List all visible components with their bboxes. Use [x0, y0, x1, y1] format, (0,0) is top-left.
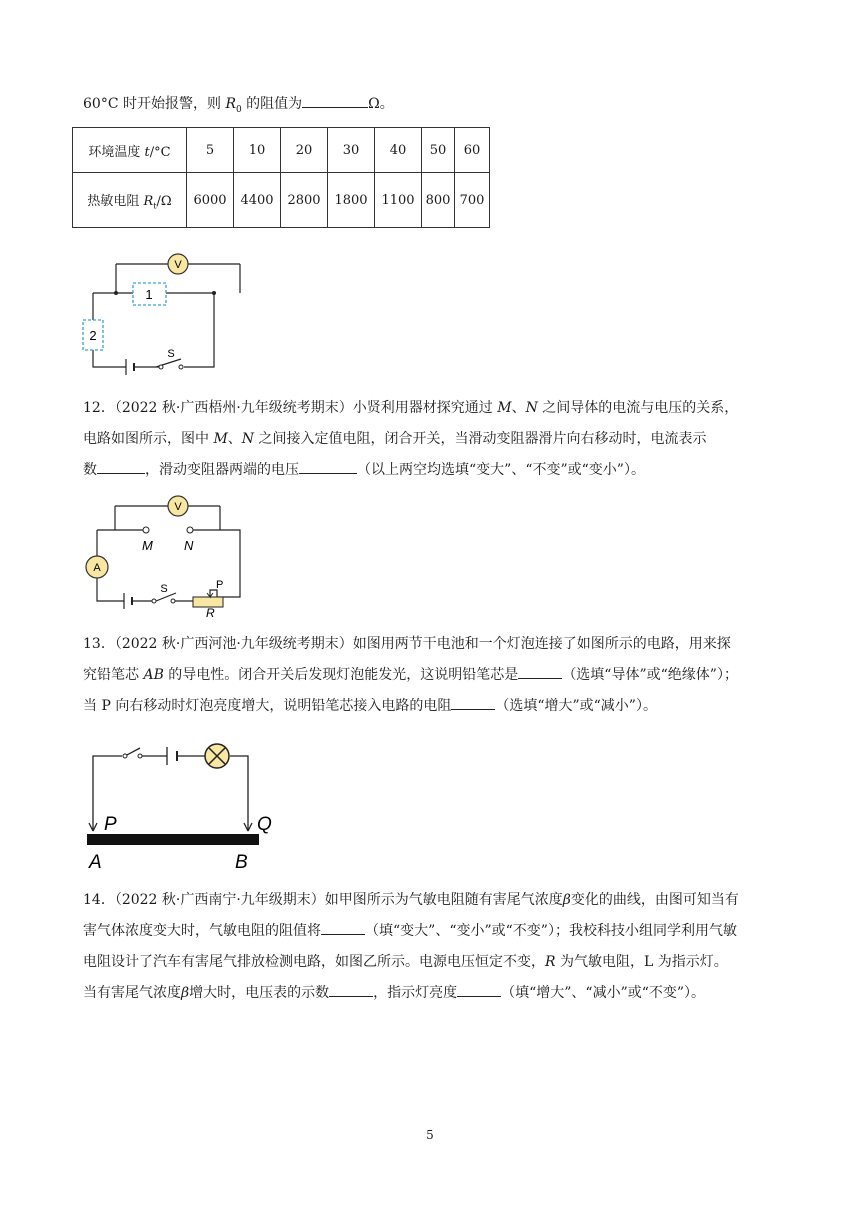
table-cell: 40 — [375, 128, 422, 173]
lamp-icon — [205, 744, 229, 768]
answer-blank[interactable] — [451, 695, 495, 710]
question-13-line-1: 13．（2022 秋·广西河池·九年级统考期末）如图用两节干电池和一个灯泡连接了如图所示的电路，用来探 — [83, 636, 731, 652]
voltmeter-label: V — [174, 501, 182, 513]
table-cell: 10 — [234, 128, 281, 173]
table-cell: 30 — [328, 128, 375, 173]
ammeter-label: A — [93, 562, 101, 574]
table-header-temp: 环境温度 t/°C — [73, 128, 187, 173]
question-14-line-4: 当有害尾气浓度β增大时，电压表的示数 ，指示灯亮度 （填“增大”、“减小”或“不变”）。 — [83, 978, 783, 1009]
switch-label: S — [167, 348, 175, 360]
voltmeter-label: V — [174, 259, 182, 271]
table-cell: 1100 — [375, 173, 422, 228]
slider-p-label: P — [104, 814, 117, 835]
answer-blank[interactable] — [321, 920, 365, 935]
terminal-n-label: N — [184, 538, 194, 553]
table-cell: 60 — [455, 128, 490, 173]
table-cell: 50 — [422, 128, 455, 173]
switch-label: S — [160, 583, 168, 595]
table-cell: 5 — [187, 128, 234, 173]
end-b-label: B — [235, 852, 248, 873]
temperature-resistance-table — [72, 127, 490, 228]
q11-line: 60°C 时开始报警，则 $R_0$ 的阻值为 Ω。 — [83, 89, 783, 126]
box-2-label: 2 — [89, 328, 97, 343]
answer-blank[interactable] — [299, 459, 357, 474]
table-row — [73, 173, 490, 228]
slider-q-label: Q — [257, 814, 272, 835]
answer-blank[interactable] — [97, 459, 145, 474]
answer-blank[interactable] — [302, 93, 368, 108]
table-cell: 700 — [455, 173, 490, 228]
answer-blank[interactable] — [329, 982, 373, 997]
answer-blank[interactable] — [457, 982, 501, 997]
table-header-resistance: 热敏电阻 $R_t/\Omega$ — [73, 173, 187, 228]
table-cell: 2800 — [281, 173, 328, 228]
answer-blank[interactable] — [518, 664, 562, 679]
table-cell: 4400 — [234, 173, 281, 228]
pencil-lead — [87, 834, 259, 845]
question-13-line-3: 当 P 向右移动时灯泡亮度增大，说明铅笔芯接入电路的电阻 （选填“增大”或“减小”）。 — [83, 691, 783, 722]
circuit-diagram-2 — [80, 488, 250, 620]
terminal-m-label: M — [142, 538, 153, 553]
question-12-line-2: 电路如图所示，图中 M、N 之间接入定值电阻，闭合开关，当滑动变阻器滑片向右移动时，电流表示 — [83, 431, 707, 447]
end-a-label: A — [89, 852, 102, 873]
table-cell: 6000 — [187, 173, 234, 228]
circuit-diagram-1 — [76, 236, 226, 376]
page-number: 5 — [426, 1128, 434, 1142]
box-1-label: 1 — [145, 287, 153, 302]
circuit-diagram-3 — [80, 733, 290, 873]
question-14-line-1: 14．（2022 秋·广西南宁·九年级期末）如甲图所示为气敏电阻随有害尾气浓度β变化的曲线，由图可知当有 — [83, 892, 739, 908]
table-cell: 1800 — [328, 173, 375, 228]
table-row — [73, 128, 490, 173]
table-cell: 20 — [281, 128, 328, 173]
question-13-line-2: 究铅笔芯 AB 的导电性。闭合开关后发现灯泡能发光，这说明铅笔芯是 （选填“导体”或“绝缘体”）； — [83, 660, 783, 691]
question-14-line-2: 害气体浓度变大时，气敏电阻的阻值将 （填“变大”、“变小”或“不变”）；我校科技小组同学利用气敏 — [83, 916, 783, 947]
question-12-line-1: 12．（2022 秋·广西梧州·九年级统考期末）小贤利用器材探究通过 M、N 之间导体的电流与电压的关系， — [83, 400, 739, 416]
slider-label: P — [216, 579, 224, 591]
question-14-line-3: 电阻设计了汽车有害尾气排放检测电路，如图乙所示。电源电压恒定不变，R 为气敏电阻，L 为指示灯。 — [83, 954, 728, 970]
table-cell: 800 — [422, 173, 455, 228]
rheostat-label: R — [206, 606, 215, 620]
question-12-line-3: 数 ，滑动变阻器两端的电压 （以上两空均选填“变大”、“不变”或“变小”）。 — [83, 455, 783, 486]
